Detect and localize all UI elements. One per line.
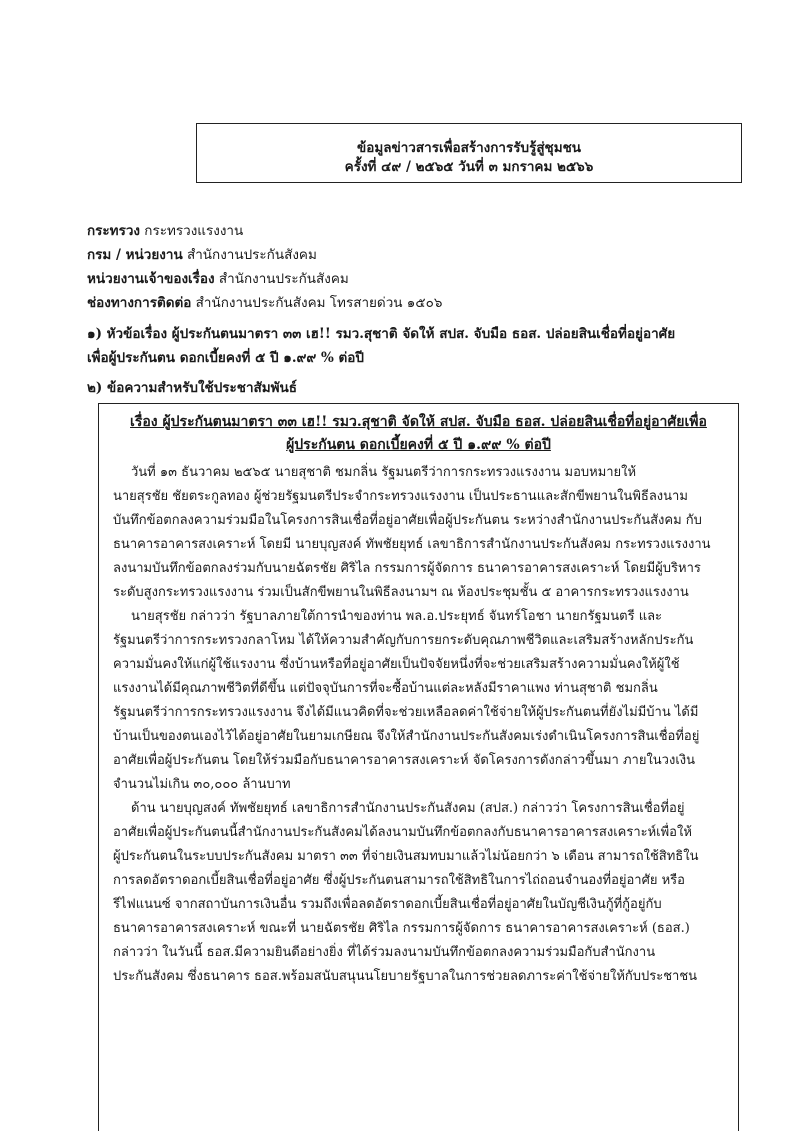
topic-line-1: ๑) หัวข้อเรื่อง ผู้ประกันตนมาตรา ๓๓ เฮ!! รมว.สุชาติ จัดให้ สปส. จับมือ ธอส. ปล่อยสินเชื่อที่อยู่อาศัย xyxy=(87,326,676,342)
news-body-line: อาศัยเพื่อผู้ประกันตน โดยให้ร่วมมือกับธนาคารอาคารสงเคราะห์ จัดโครงการดังกล่าวขึ้นมา ภายในวงเงิน xyxy=(113,753,696,768)
dept-label: กรม / หน่วยงาน xyxy=(87,247,183,263)
news-body-line: ความมั่นคงให้แก่ผู้ใช้แรงงาน ซึ่งบ้านหรือที่อยู่อาศัยเป็นปัจจัยหนึ่งที่จะช่วยเสริมสร้างความมั่นคงให้ผู้ใช้ xyxy=(113,657,680,672)
news-body-line: แรงงานได้มีคุณภาพชีวิตที่ดีขึ้น แต่ปัจจุบันการที่จะซื้อบ้านแต่ละหลังมีราคาแพง ท่านสุชาติ ชมกลิ่น xyxy=(113,681,658,696)
owner-row xyxy=(87,267,349,289)
topic-line-2: เพื่อผู้ประกันตน ดอกเบี้ยคงที่ ๕ ปี ๑.๙๙ % ต่อปี xyxy=(87,350,364,366)
news-body-line: นายสุรชัย กล่าวว่า รัฐบาลภายใต้การนำของท่าน พล.อ.ประยุทธ์ จันทร์โอชา นายกรัฐมนตรี และ xyxy=(131,609,663,624)
news-title-line-1: เรื่อง ผู้ประกันตนมาตรา ๓๓ เฮ!! รมว.สุชาติ จัดให้ สปส. จับมือ ธอส. ปล่อยสินเชื่อที่อยู่อาศัยเพื่อ xyxy=(130,414,707,430)
news-body-line: รัฐมนตรีว่าการกระทรวงกลาโหม ได้ให้ความสำคัญกับการยกระดับคุณภาพชีวิตและเสริมสร้างหลักประกัน xyxy=(113,633,694,648)
header-title: ข้อมูลข่าวสารเพื่อสร้างการรับรู้สู่ชุมชน xyxy=(356,140,582,156)
news-body-line: ผู้ประกันตนในระบบประกันสังคม มาตรา ๓๓ ที่จ่ายเงินสมทบมาแล้วไม่น้อยกว่า ๖ เดือน สามารถใช้สิทธิใน xyxy=(113,849,699,864)
news-body-line: รีไฟแนนซ์ จากสถาบันการเงินอื่น รวมถึงเพื่อลดอัตราดอกเบี้ยสินเชื่อที่อยู่อาศัยในบัญชีเงินกู้ที่กู้อยู่กับ xyxy=(113,897,662,912)
owner-label: หน่วยงานเจ้าของเรื่อง xyxy=(87,271,215,287)
news-title-line-2: ผู้ประกันตน ดอกเบี้ยคงที่ ๕ ปี ๑.๙๙ % ต่อปี xyxy=(286,437,551,453)
news-body-line: ประกันสังคม ซึ่งธนาคาร ธอส.พร้อมสนับสนุนนโยบายรัฐบาลในการช่วยลดภาระค่าใช้จ่ายให้กับประชาชน xyxy=(113,969,698,984)
news-body-line: การลดอัตราดอกเบี้ยสินเชื่อที่อยู่อาศัย ซึ่งผู้ประกันตนสามารถใช้สิทธิในการไถ่ถอนจำนองที่อยู่อาศัย หรือ xyxy=(113,873,685,888)
contact-label: ช่องทางการติดต่อ xyxy=(87,295,192,311)
news-body-line: ด้าน นายบุญสงค์ ทัพชัยยุทธ์ เลขาธิการสำนักงานประกันสังคม (สปส.) กล่าวว่า โครงการสินเชื่อที่อยู่ xyxy=(131,801,685,816)
news-box xyxy=(98,403,739,1131)
news-body-line: กล่าวว่า ในวันนี้ ธอส.มีความยินดีอย่างยิ่ง ที่ได้ร่วมลงนามบันทึกข้อตกลงความร่วมมือกับสำนักงาน xyxy=(113,945,656,960)
news-body-line: ระดับสูงกระทรวงแรงงาน ร่วมเป็นสักขีพยานในพิธีลงนามฯ ณ ห้องประชุมชั้น ๕ อาคารกระทรวงแรงงาน xyxy=(113,585,689,600)
header-box xyxy=(196,123,742,183)
news-body-line: บ้านเป็นของตนเองไว้ได้อยู่อาศัยในยามเกษียณ จึงให้สำนักงานประกันสังคมเร่งดำเนินโครงการสินเชื่อที่อยู่ xyxy=(113,729,700,744)
dept-value: สำนักงานประกันสังคม xyxy=(182,247,317,263)
news-body-line: ธนาคารอาคารสงเคราะห์ โดยมี นายบุญสงค์ ทัพชัยยุทธ์ เลขาธิการสำนักงานประกันสังคม กระทรวงแรงงาน xyxy=(113,537,711,552)
contact-value: สำนักงานประกันสังคม โทรสายด่วน ๑๕๐๖ xyxy=(191,295,443,311)
news-body-line: นายสุรชัย ชัยตระกูลทอง ผู้ช่วยรัฐมนตรีประจำกระทรวงแรงงาน เป็นประธานและสักขีพยานในพิธีลงนาม xyxy=(113,489,688,504)
ministry-label: กระทรวง xyxy=(87,223,140,239)
ministry-row xyxy=(87,219,243,241)
news-body-line: วันที่ ๑๓ ธันวาคม ๒๕๖๕ นายสุชาติ ชมกลิ่น รัฐมนตรีว่าการกระทรวงแรงงาน มอบหมายให้ xyxy=(131,465,637,480)
news-body-line: ธนาคารอาคารสงเคราะห์ ขณะที่ นายฉัตรชัย ศิริไล กรรมการผู้จัดการ ธนาคารอาคารสงเคราะห์ (ธอส.) xyxy=(113,921,690,936)
ministry-value: กระทรวงแรงงาน xyxy=(140,223,244,239)
news-body-line: ลงนามบันทึกข้อตกลงร่วมกับนายฉัตรชัย ศิริไล กรรมการผู้จัดการ ธนาคารอาคารสงเคราะห์ โดยมีผู้บริหาร xyxy=(113,561,701,576)
pr-heading: ๒) ข้อความสำหรับใช้ประชาสัมพันธ์ xyxy=(87,380,298,396)
owner-value: สำนักงานประกันสังคม xyxy=(214,271,349,287)
news-body-line: บันทึกข้อตกลงความร่วมมือในโครงการสินเชื่อที่อยู่อาศัยเพื่อผู้ประกันตน ระหว่างสำนักงานประกันสังคม กับ xyxy=(113,513,702,528)
dept-row xyxy=(87,243,317,265)
news-body-line: อาศัยเพื่อผู้ประกันตนนี้สำนักงานประกันสังคมได้ลงนามบันทึกข้อตกลงกับธนาคารอาคารสงเคราะห์เพื่อให้ xyxy=(113,825,692,840)
news-body-line: รัฐมนตรีว่าการกระทรวงแรงงาน จึงได้มีแนวคิดที่จะช่วยเหลือลดค่าใช้จ่ายให้ผู้ประกันตนที่ยังไม่มีบ้าน ได้มี xyxy=(113,705,699,720)
contact-row xyxy=(87,291,442,313)
news-body-line: จำนวนไม่เกิน ๓๐,๐๐๐ ล้านบาท xyxy=(113,777,291,792)
header-issue-date: ครั้งที่ ๔๙ / ๒๕๖๕ วันที่ ๓ มกราคม ๒๕๖๖ xyxy=(344,159,594,175)
